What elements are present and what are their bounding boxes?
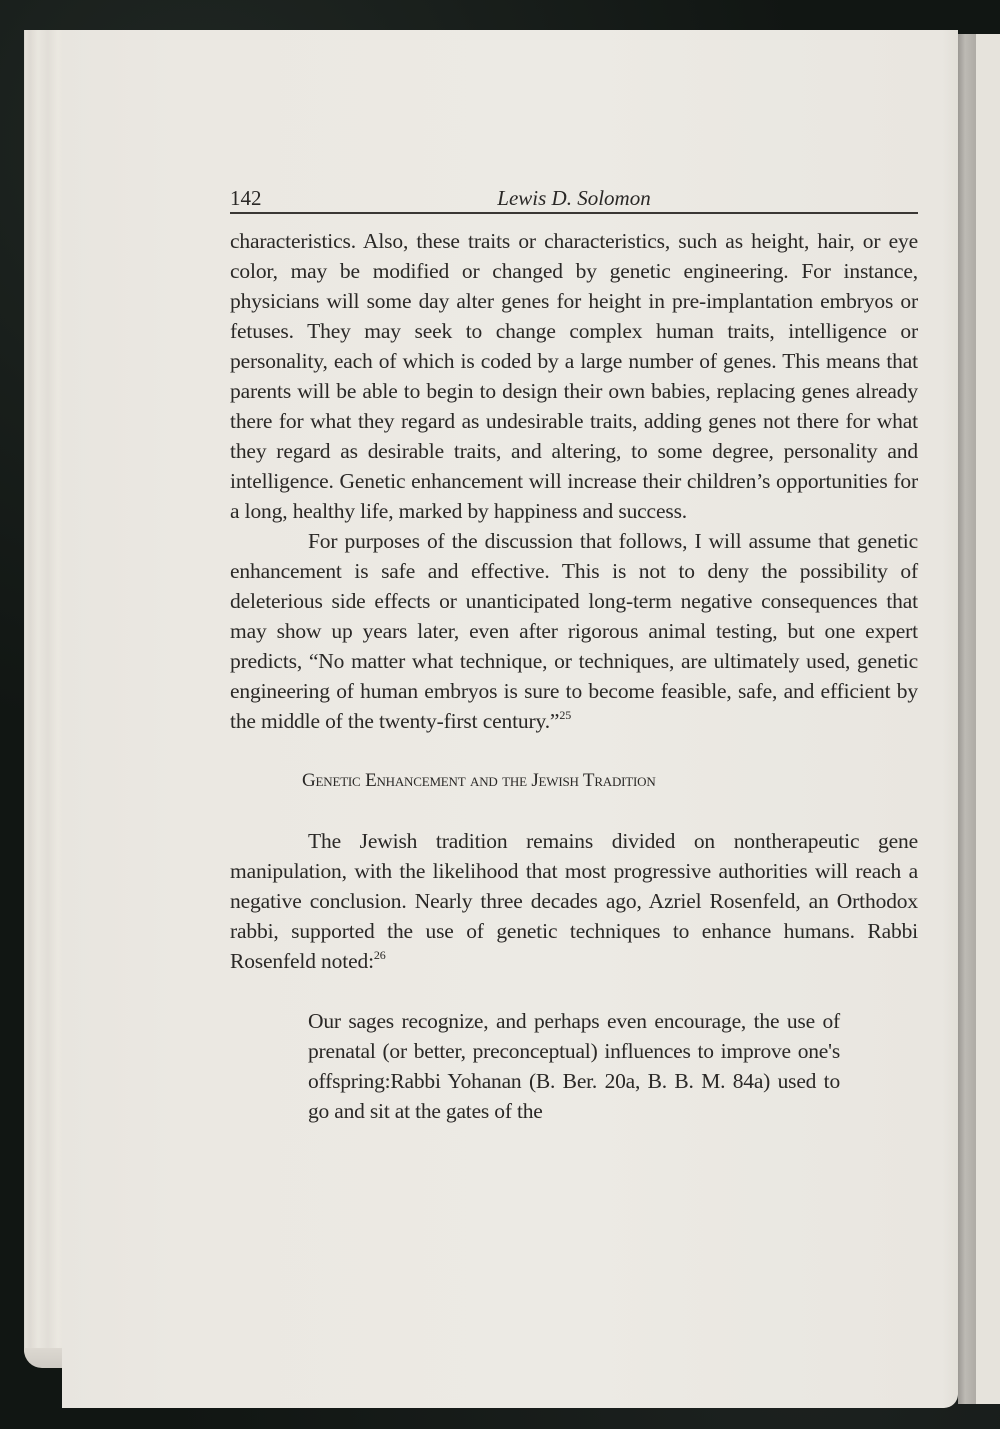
running-head-author: Lewis D. Solomon (497, 186, 651, 210)
block-quote: Our sages recognize, and perhaps even encourage, the use of prenatal (or better, preconceptual) influences to improve one's offspring:Rabbi Yohanan (B. Ber. 20a, B. B. M. 84a) used to go and sit at the gates of the (308, 1009, 840, 1123)
book-gutter (958, 34, 976, 1404)
facing-page-edge (976, 34, 1000, 1404)
paragraph-3: The Jewish tradition remains divided on nontherapeutic gene manipulation, with the likelihood that most progressive authorities will reach a negative conclusion. Nearly three decades ago, Azriel Rosenfeld, an Orthodox rabbi, supported the use of genetic techniques to enhance humans. Rabbi Rosenfeld noted:$^{26}$ (230, 829, 918, 973)
paragraph-2: For purposes of the discussion that follows, I will assume that genetic enhancement is safe and effective. This is not to deny the possibility of deleterious side effects or unanticipated long-term negative consequences that may show up years later, even after rigorous animal testing, but one expert predicts, “No matter what technique, or techniques, are ultimately used, genetic engineering of human embryos is sure to become feasible, safe, and efficient by the middle of the twenty-first century.”$^{25}$ (230, 529, 918, 733)
section-heading: Genetic Enhancement and the Jewish Tradition (302, 770, 656, 791)
page-number: 142 (230, 186, 262, 210)
running-head (230, 182, 918, 214)
page-content (230, 182, 918, 1126)
paragraph-1: characteristics. Also, these traits or characteristics, such as height, hair, or eye color, may be modified or changed by genetic engineering. For instance, physicians will some day alter genes for height in pre-implantation embryos or fetuses. They may seek to change complex human traits, intelligence or personality, each of which is coded by a large number of genes. This means that parents will be able to begin to design their own babies, replacing genes already there for what they regard as undesirable traits, adding genes not there for what they regard as desirable traits, and altering, to some degree, personality and intelligence. Genetic enhancement will increase their children’s opportunities for a long, healthy life, marked by happiness and success. (230, 229, 918, 523)
body-text-section (230, 826, 918, 976)
footnote-ref-25[interactable]: 25 (559, 708, 572, 722)
footnote-ref-26[interactable]: 26 (373, 948, 386, 962)
body-text (230, 226, 918, 736)
